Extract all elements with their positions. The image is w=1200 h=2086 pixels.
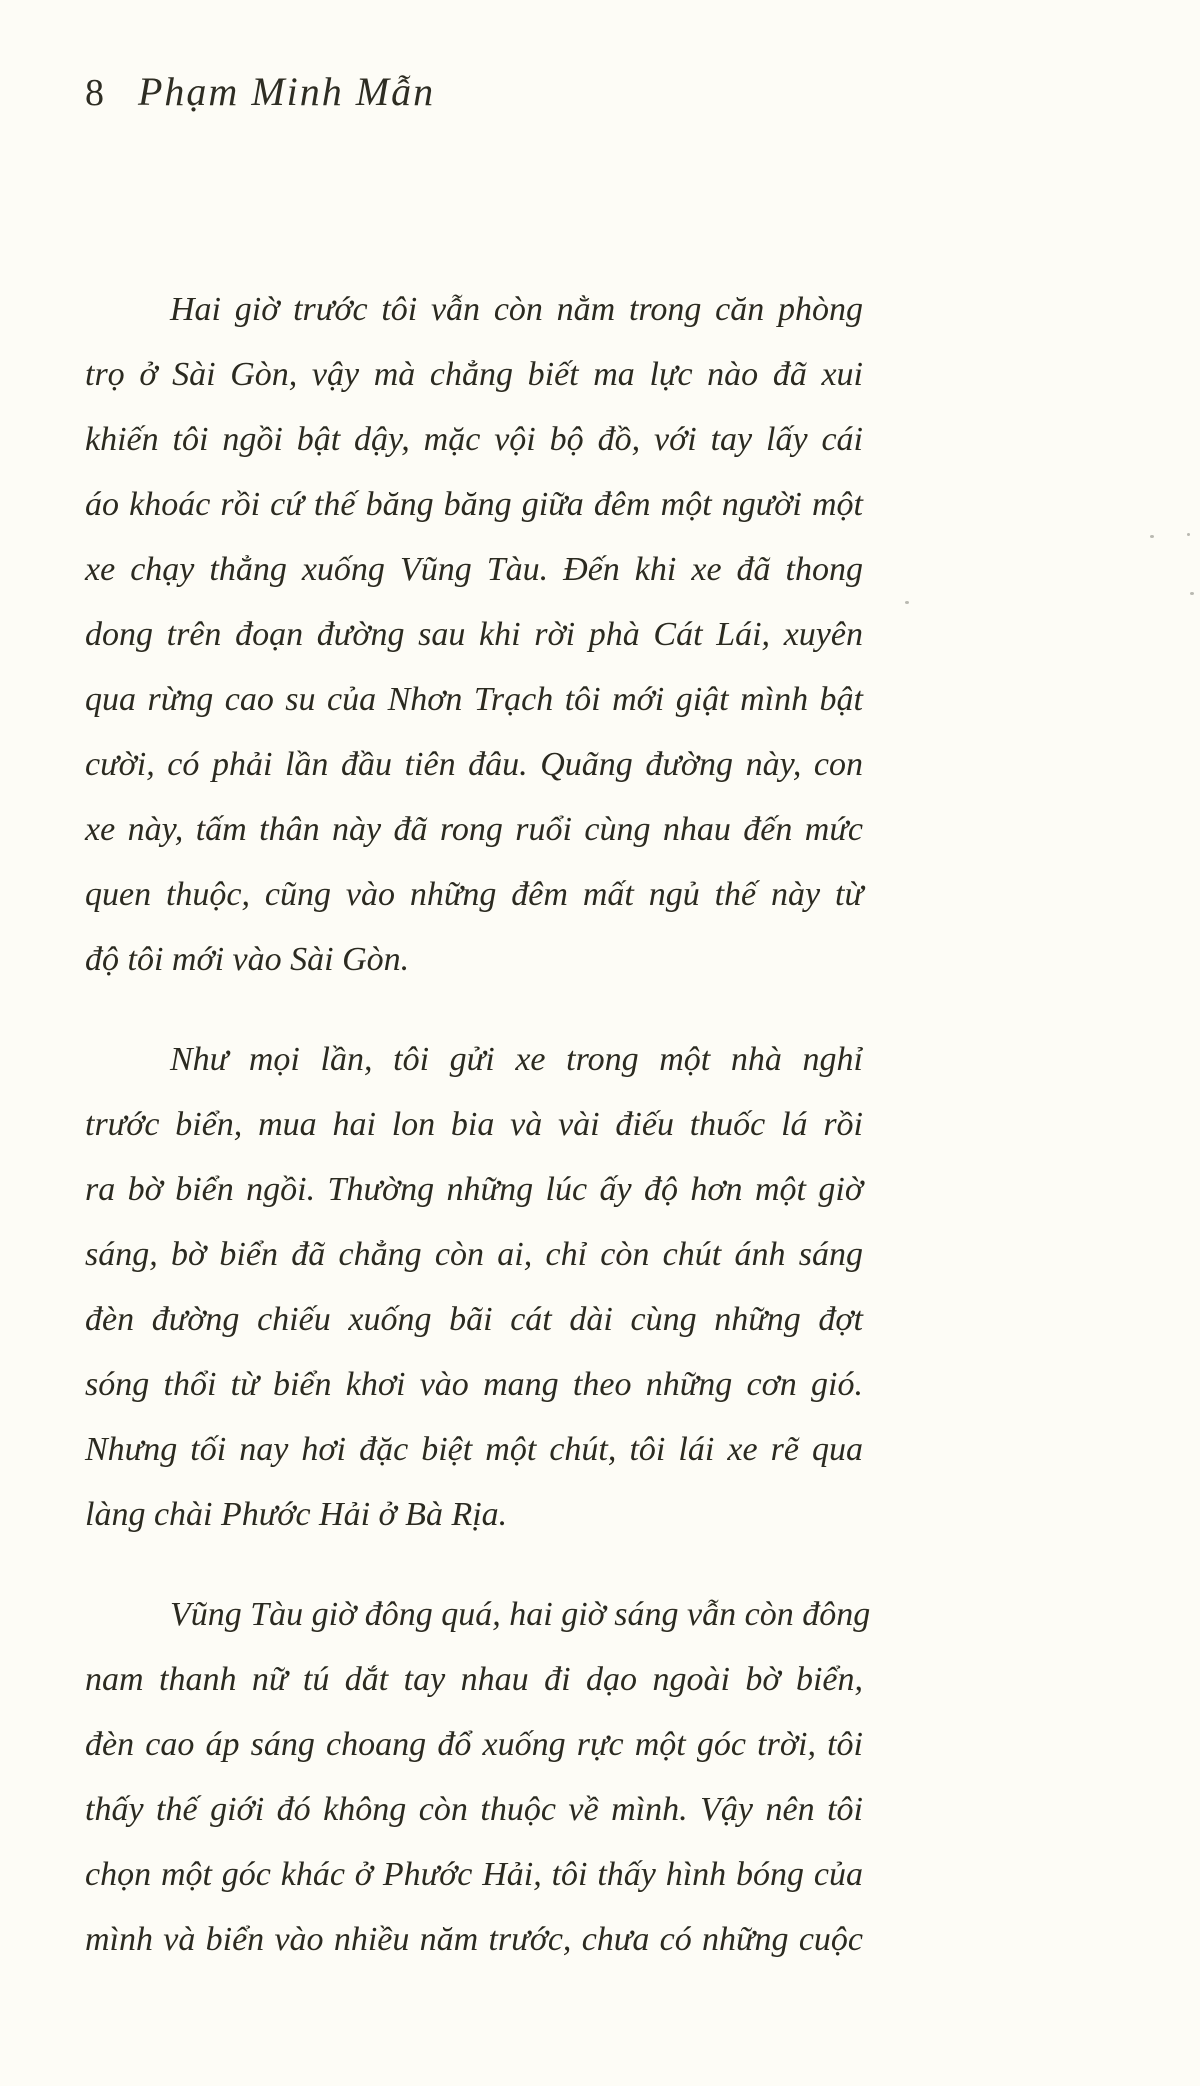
text-line: trọ ở Sài Gòn, vậy mà chẳng biết ma lực nào đã xui xyxy=(85,356,863,393)
scan-speck xyxy=(1190,592,1194,595)
paragraph xyxy=(85,277,863,992)
text-line: sóng thổi từ biển khơi vào mang theo những cơn gió. xyxy=(85,1366,863,1403)
text-line: Như mọi lần, tôi gửi xe trong một nhà nghỉ xyxy=(170,1041,863,1078)
text-line: qua rừng cao su của Nhơn Trạch tôi mới giật mình bật xyxy=(85,681,863,718)
scan-speck xyxy=(905,601,909,604)
running-head xyxy=(85,68,435,115)
text-line: đèn đường chiếu xuống bãi cát dài cùng những đợt xyxy=(85,1301,863,1338)
text-line: nam thanh nữ tú dắt tay nhau đi dạo ngoài bờ biển, xyxy=(85,1661,863,1698)
text-line: đèn cao áp sáng choang đổ xuống rực một góc trời, tôi xyxy=(85,1726,863,1763)
scan-speck xyxy=(1187,533,1190,536)
text-line: cười, có phải lần đầu tiên đâu. Quãng đường này, con xyxy=(85,746,863,783)
text-line: quen thuộc, cũng vào những đêm mất ngủ thế này từ xyxy=(85,876,863,913)
text-line: độ tôi mới vào Sài Gòn. xyxy=(85,941,410,978)
text-line: trước biển, mua hai lon bia và vài điếu thuốc lá rồi xyxy=(85,1106,863,1143)
text-line: Vũng Tàu giờ đông quá, hai giờ sáng vẫn còn đông xyxy=(170,1596,871,1633)
author-name: Phạm Minh Mẫn xyxy=(138,69,436,114)
text-line: dong trên đoạn đường sau khi rời phà Cát Lái, xuyên xyxy=(85,616,863,653)
text-line: thấy thế giới đó không còn thuộc về mình. Vậy nên tôi xyxy=(85,1791,863,1828)
page-number: 8 xyxy=(85,72,104,114)
scan-speck xyxy=(1150,535,1154,538)
text-block xyxy=(85,277,871,1972)
paragraph xyxy=(85,1582,871,1972)
paragraph xyxy=(85,1027,863,1547)
text-line: làng chài Phước Hải ở Bà Rịa. xyxy=(85,1496,508,1533)
text-line: xe chạy thẳng xuống Vũng Tàu. Đến khi xe đã thong xyxy=(85,551,863,588)
text-line: sáng, bờ biển đã chẳng còn ai, chỉ còn chút ánh sáng xyxy=(85,1236,863,1273)
text-line: áo khoác rồi cứ thế băng băng giữa đêm một người một xyxy=(85,486,863,523)
text-line: chọn một góc khác ở Phước Hải, tôi thấy hình bóng của xyxy=(85,1856,863,1893)
text-line: khiến tôi ngồi bật dậy, mặc vội bộ đồ, với tay lấy cái xyxy=(85,421,863,458)
text-line: mình và biển vào nhiều năm trước, chưa có những cuộc xyxy=(85,1921,863,1958)
text-line: Nhưng tối nay hơi đặc biệt một chút, tôi lái xe rẽ qua xyxy=(85,1431,863,1468)
text-line: ra bờ biển ngồi. Thường những lúc ấy độ hơn một giờ xyxy=(85,1171,863,1208)
text-line: xe này, tấm thân này đã rong ruổi cùng nhau đến mức xyxy=(85,811,863,848)
text-line: Hai giờ trước tôi vẫn còn nằm trong căn phòng xyxy=(170,291,863,328)
